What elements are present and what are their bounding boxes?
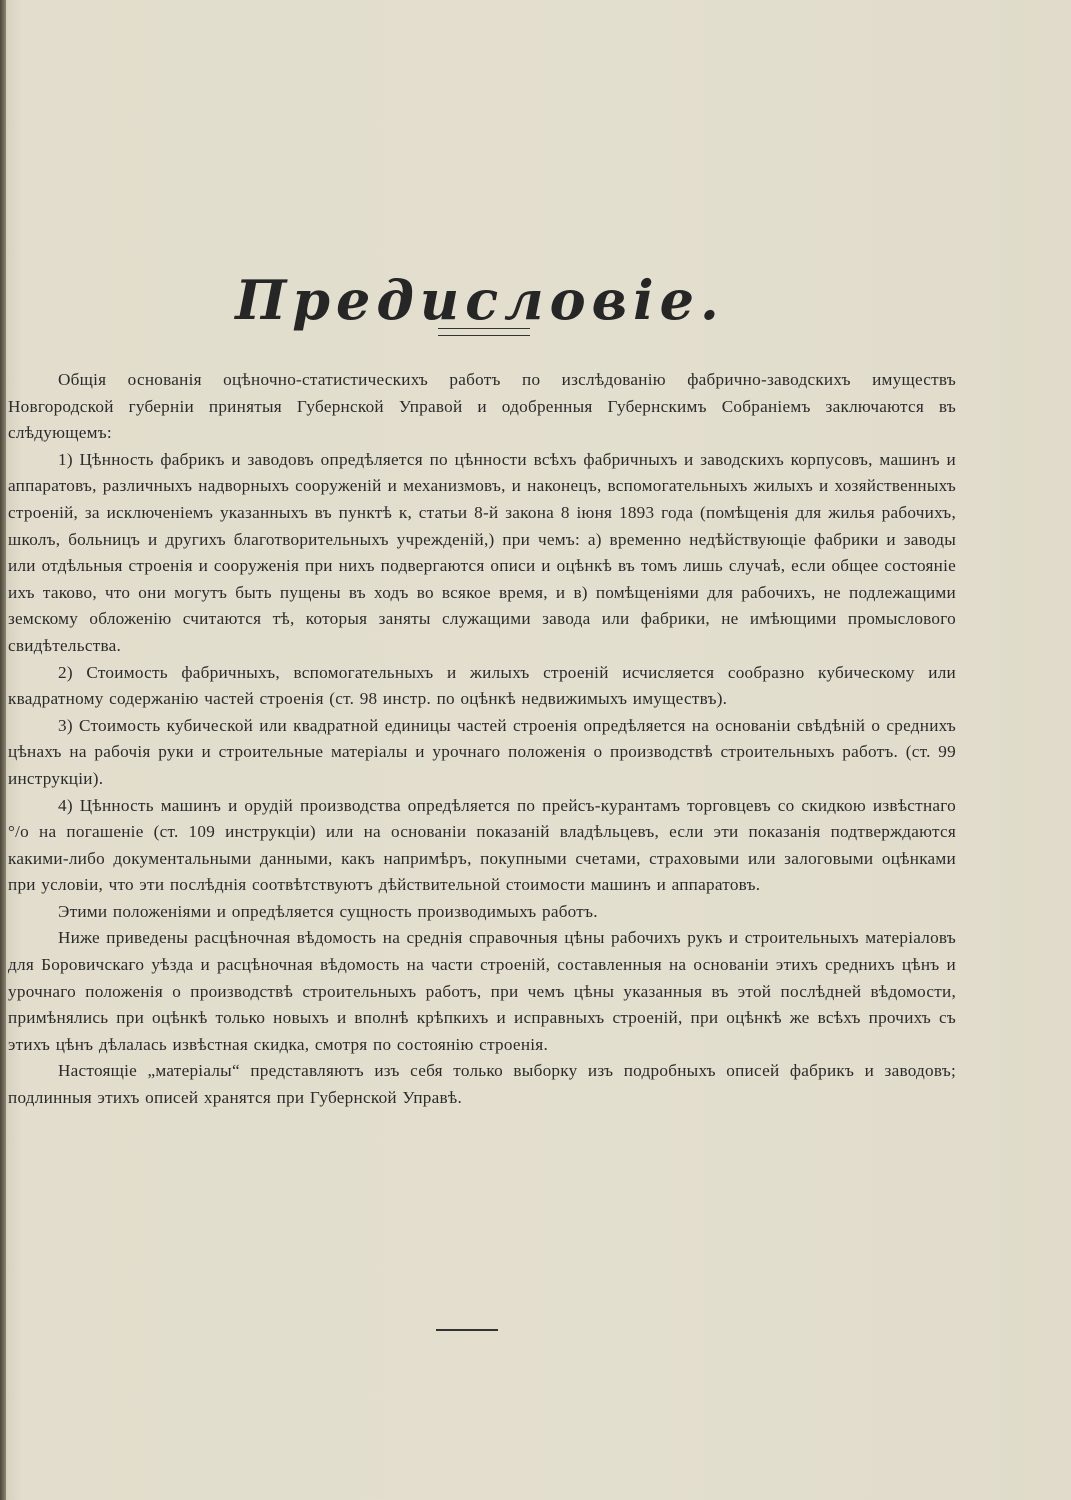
paragraph-point-3: 3) Стоимость кубической или квадратной единицы частей строенія опредѣляется на основаніи свѣдѣній о среднихъ цѣнахъ на рабочія руки и строительные матеріалы и урочнаго положенія о производствѣ строительныхъ работъ. (ст. 99 инструкціи). <box>8 715 956 788</box>
preface-body <box>8 367 956 1112</box>
book-binding-edge <box>0 0 6 1500</box>
page-title: Предисловіе. <box>235 268 725 333</box>
paragraph-point-1: 1) Цѣнность фабрикъ и заводовъ опредѣляется по цѣнности всѣхъ фабричныхъ и заводскихъ корпусовъ, машинъ и аппаратовъ, различныхъ надворныхъ сооруженій и механизмовъ, и наконецъ, вспомогательныхъ жилыхъ и хозяйственныхъ строеній, за исключеніемъ указанныхъ въ пунктѣ к, статьи 8-й закона 8 іюня 1893 года (помѣщенія для жилья рабочихъ, школъ, больницъ и другихъ благотворительныхъ учрежденій,) при чемъ: а) временно недѣйствующіе фабрики и заводы или отдѣльныя строенія и сооруженія при нихъ подвергаются описи и оцѣнкѣ въ томъ лишь случаѣ, если общее состояніе ихъ таково, что они могутъ быть пущены въ ходъ во всякое время, и в) помѣщеніями для рабочихъ, не подлежащими земскому обложенію считаются тѣ, которыя заняты служащими завода или фабрики, не имѣющими промыслового свидѣтельства. <box>8 449 956 655</box>
paragraph-point-2: 2) Стоимость фабричныхъ, вспомогательныхъ и жилыхъ строеній исчисляется сообразно кубическому или квадратному содержанію частей строенія (ст. 98 инстр. по оцѣнкѣ недвижимыхъ имуществъ). <box>8 662 956 709</box>
paragraph-summary: Этими положеніями и опредѣляется сущность производимыхъ работъ. <box>58 901 598 921</box>
paragraph-materials: Настоящіе „матеріалы“ представляютъ изъ себя только выборку изъ подробныхъ описей фабрикъ и заводовъ; подлинныя этихъ описей хранятся при Губернской Управѣ. <box>8 1061 956 1108</box>
title-double-rule <box>438 328 530 336</box>
paragraph-point-4: 4) Цѣнность машинъ и орудій производства опредѣляется по прейсъ-курантамъ торговцевъ со скидкою извѣстнаго °/о на погашеніе (ст. 109 инструкціи) или на основаніи показаній владѣльцевъ, если эти показанія подтверждаются какими-либо документальными данными, какъ напримѣръ, покупными счетами, страховыми или залоговыми оцѣнками при условіи, что эти послѣднія соотвѣтствуютъ дѣйствительной стоимости машинъ и аппаратовъ. <box>8 795 956 895</box>
paragraph-intro: Общія основанія оцѣночно-статистическихъ работъ по изслѣдованію фабрично-заводскихъ имуществъ Новгородской губерніи принятыя Губернской Управой и одобренныя Губернскимъ Собраніемъ заключаются въ слѣдующемъ: <box>8 370 956 443</box>
paragraph-statements: Ниже приведены расцѣночная вѣдомость на среднія справочныя цѣны рабочихъ рукъ и строительныхъ матеріаловъ для Боровичскаго уѣзда и расцѣночная вѣдомость на части строеній, составленныя на основаніи этихъ среднихъ цѣнъ и урочнаго положенія о производствѣ строительныхъ работъ, при чемъ цѣны указанныя въ этой послѣдней вѣдомости, примѣнялись при оцѣнкѣ только новыхъ и вполнѣ крѣпкихъ и исправныхъ строеній, при оцѣнкѣ же всѣхъ прочихъ съ этихъ цѣнъ дѣлалась извѣстная скидка, смотря по состоянію строенія. <box>8 928 956 1054</box>
closing-rule <box>436 1329 498 1331</box>
